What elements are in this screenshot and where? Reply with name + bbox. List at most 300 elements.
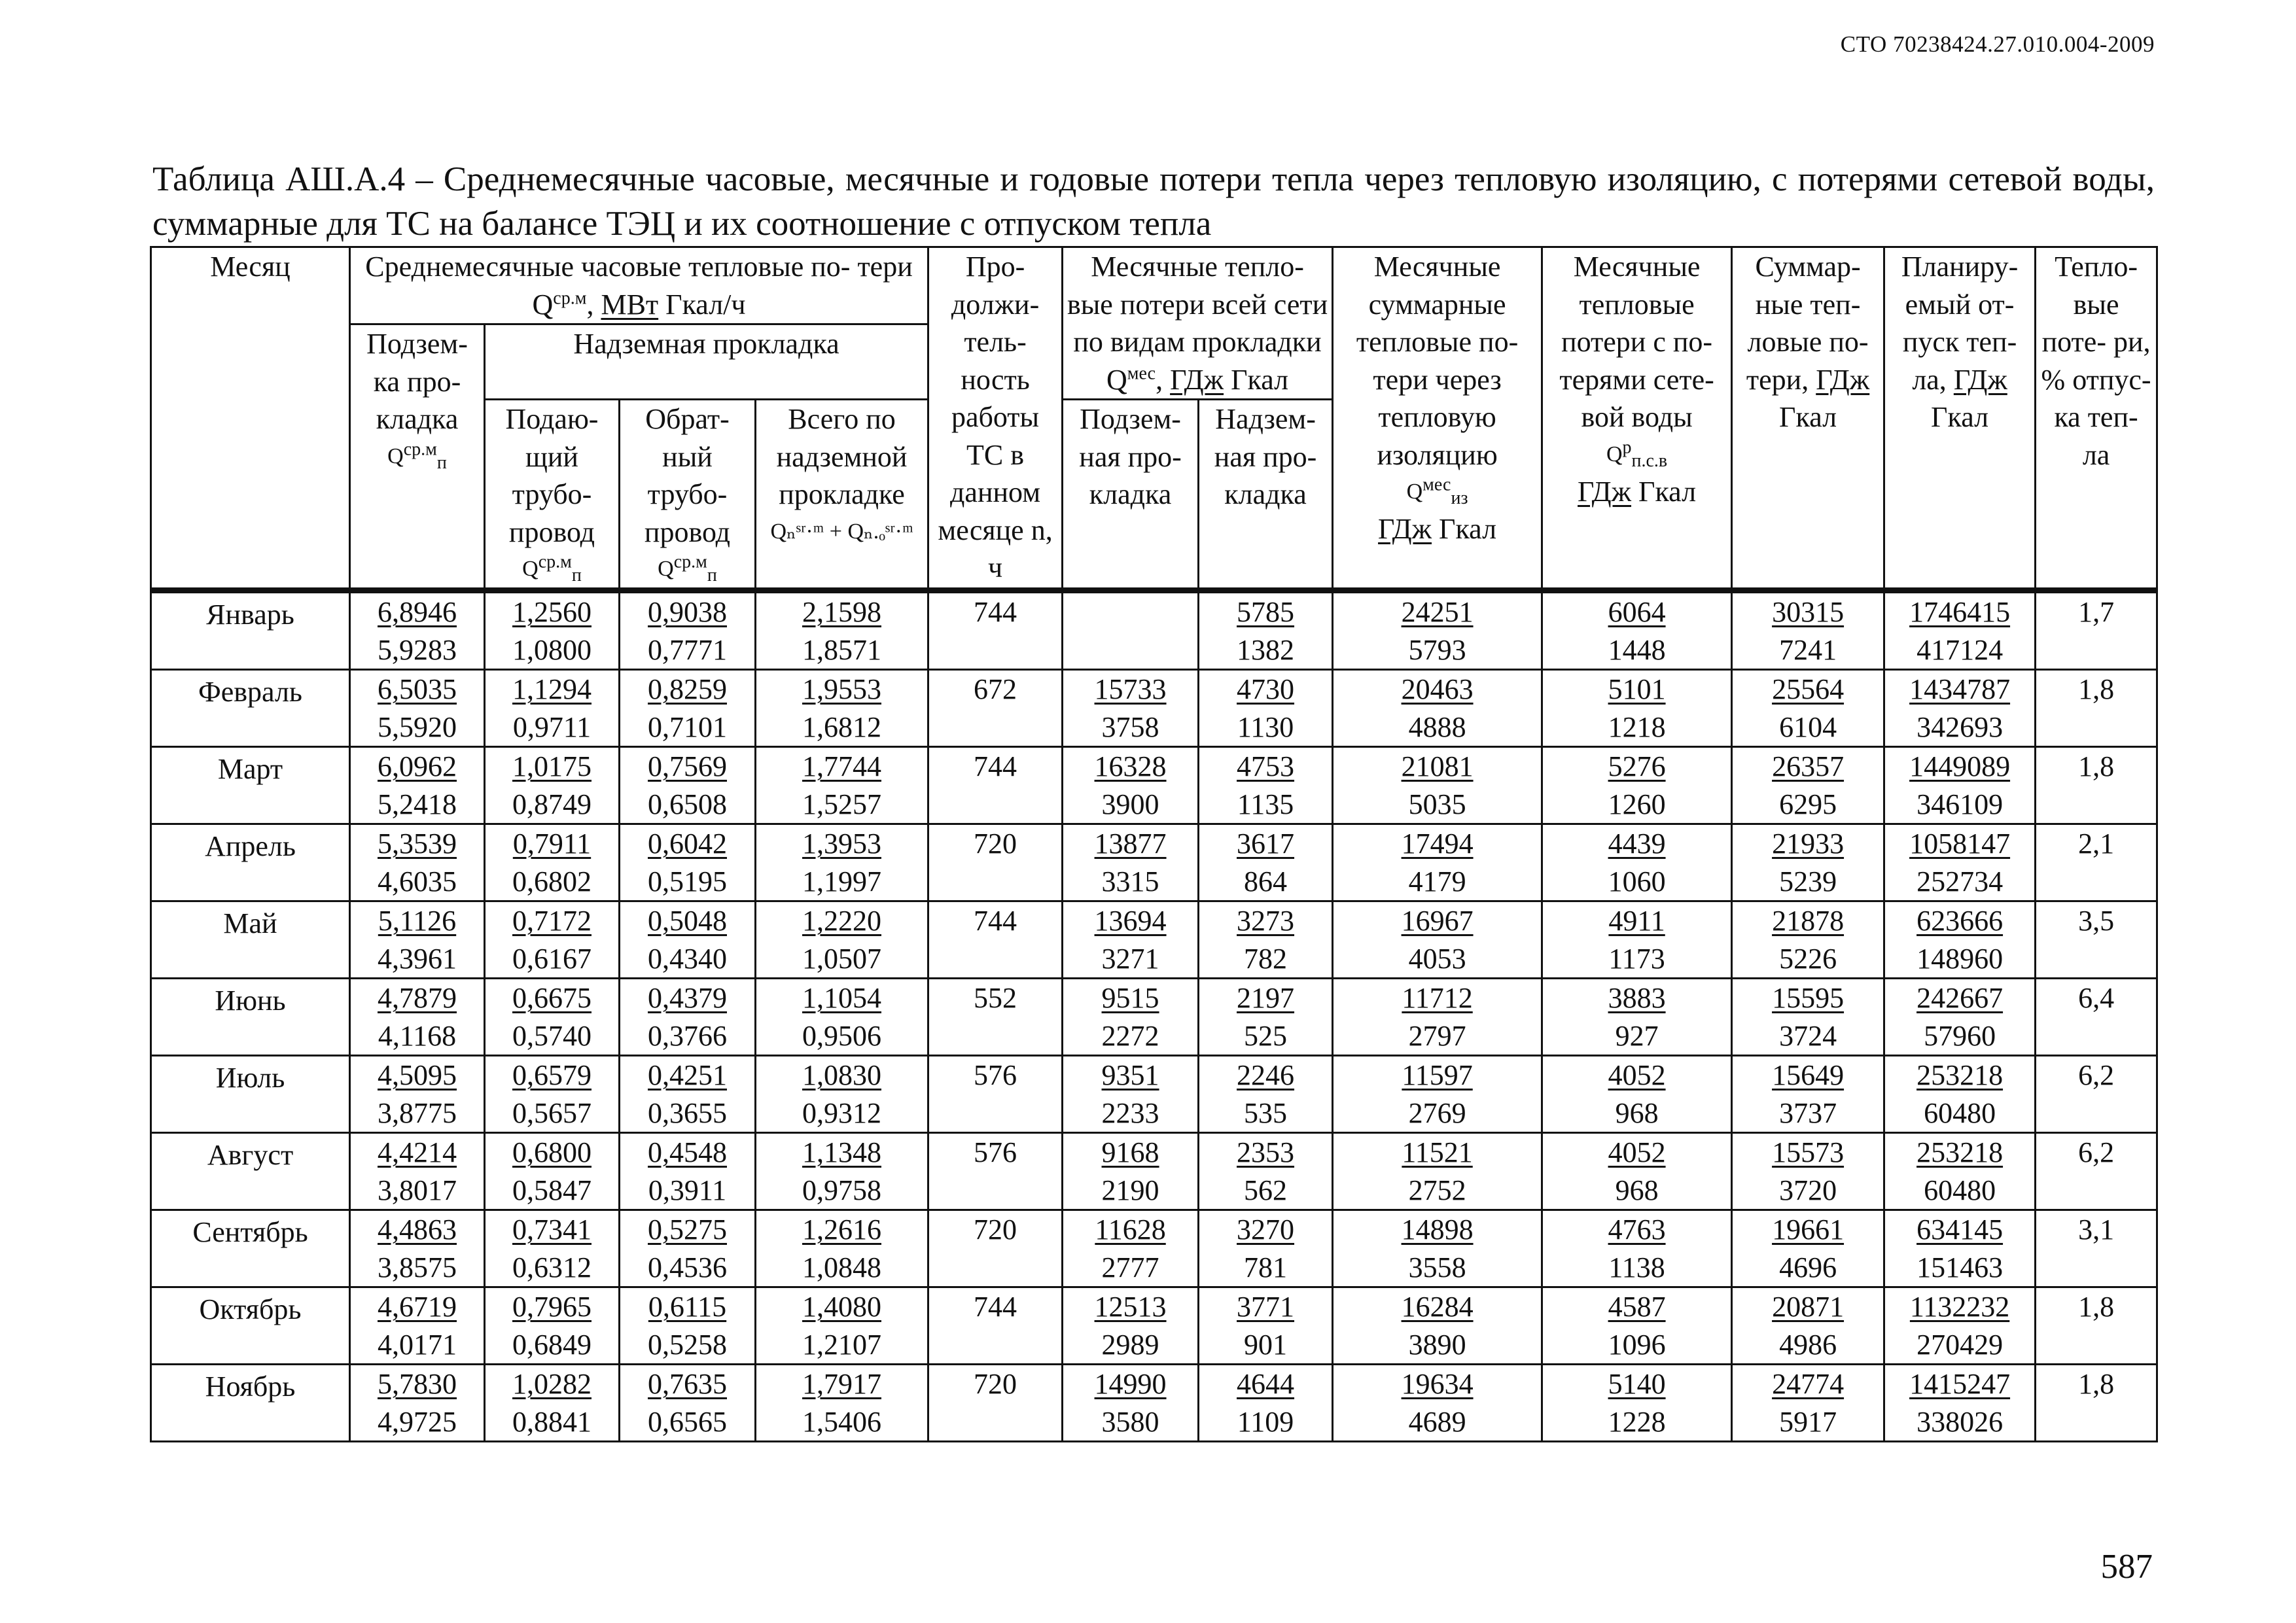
cell-total-overground-gcal: 0,9312 <box>802 1096 882 1129</box>
cell-monthly-water <box>1542 1133 1732 1210</box>
cell-monthly-sum-gcal: 2752 <box>1408 1174 1466 1206</box>
cell-underground <box>350 1133 485 1210</box>
cell-loss-percent: 2,1 <box>2036 824 2157 901</box>
cell-supply-pipe-gcal: 0,5740 <box>512 1019 592 1052</box>
cell-planned-supply <box>1884 901 2036 979</box>
cell-underground-gj: 4,7879 <box>378 982 457 1014</box>
cell-planned-supply-gcal: 270429 <box>1916 1328 2004 1361</box>
cell-monthly-underground-gcal: 2272 <box>1101 1019 1159 1052</box>
cell-monthly-underground-gcal: 3271 <box>1101 942 1159 975</box>
cell-supply-pipe <box>485 1365 620 1442</box>
cell-monthly-overground-gcal: 864 <box>1244 865 1288 898</box>
cell-planned-supply <box>1884 824 2036 901</box>
cell-monthly-underground-gcal: 3758 <box>1101 710 1159 743</box>
cell-monthly-overground-gcal: 782 <box>1244 942 1288 975</box>
cell-total-losses-gj: 26357 <box>1772 750 1845 782</box>
cell-duration: 720 <box>928 824 1063 901</box>
cell-monthly-overground-gcal: 535 <box>1244 1096 1288 1129</box>
cell-monthly-overground-gcal: 562 <box>1244 1174 1288 1206</box>
table-row <box>151 1133 2157 1210</box>
cell-return-pipe-gj: 0,7569 <box>648 750 727 782</box>
col-header-monthly-water: Месячные тепловые потери с по- терями сете- вой воды $Q^р_{п.с.в}$ ГДж Гкал <box>1542 247 1732 591</box>
cell-return-pipe-gj: 0,6042 <box>648 828 727 860</box>
cell-total-losses-gcal: 3720 <box>1779 1174 1837 1206</box>
cell-monthly-water-gcal: 1138 <box>1608 1251 1665 1283</box>
cell-month: Сентябрь <box>151 1210 350 1287</box>
cell-underground <box>350 591 485 670</box>
table-row <box>151 979 2157 1056</box>
cell-supply-pipe-gcal: 0,8749 <box>512 788 592 820</box>
cell-return-pipe-gj: 0,5275 <box>648 1213 727 1246</box>
cell-monthly-sum-gcal: 4689 <box>1408 1405 1466 1438</box>
cell-duration: 720 <box>928 1210 1063 1287</box>
cell-total-overground-gj: 1,1054 <box>802 982 882 1014</box>
cell-return-pipe-gcal: 0,7771 <box>648 633 727 666</box>
cell-month: Июнь <box>151 979 350 1056</box>
cell-return-pipe-gcal: 0,4340 <box>648 942 727 975</box>
cell-total-overground-gj: 1,3953 <box>802 828 882 860</box>
cell-supply-pipe <box>485 1056 620 1133</box>
cell-monthly-overground <box>1199 979 1333 1056</box>
cell-supply-pipe <box>485 591 620 670</box>
cell-monthly-water <box>1542 670 1732 747</box>
cell-monthly-overground-gcal: 1382 <box>1237 633 1295 666</box>
cell-supply-pipe-gcal: 0,6312 <box>512 1251 592 1283</box>
cell-total-losses-gj: 15573 <box>1772 1136 1845 1168</box>
cell-monthly-water-gj: 5101 <box>1608 673 1666 705</box>
cell-total-overground-gj: 2,1598 <box>802 596 882 628</box>
cell-monthly-overground <box>1199 1365 1333 1442</box>
table-row <box>151 1210 2157 1287</box>
cell-total-losses <box>1732 1056 1884 1133</box>
cell-total-overground <box>756 824 928 901</box>
cell-total-losses-gcal: 6295 <box>1779 788 1837 820</box>
cell-supply-pipe-gcal: 0,8841 <box>512 1405 592 1438</box>
cell-underground-gcal: 4,0171 <box>378 1328 457 1361</box>
cell-return-pipe <box>620 1056 756 1133</box>
cell-duration: 576 <box>928 1056 1063 1133</box>
cell-duration: 744 <box>928 1287 1063 1365</box>
cell-monthly-water <box>1542 901 1732 979</box>
col-header-loss-percent: Тепло- вые поте- ри, % отпус- ка теп- ла <box>2036 247 2157 591</box>
cell-monthly-underground <box>1063 1056 1199 1133</box>
cell-underground-gcal: 5,5920 <box>378 710 457 743</box>
cell-monthly-underground <box>1063 979 1199 1056</box>
cell-monthly-overground-gj: 2353 <box>1237 1136 1295 1168</box>
cell-duration: 744 <box>928 901 1063 979</box>
cell-monthly-overground <box>1199 1133 1333 1210</box>
cell-supply-pipe-gcal: 0,5847 <box>512 1174 592 1206</box>
cell-monthly-underground <box>1063 1287 1199 1365</box>
cell-monthly-water-gcal: 968 <box>1615 1174 1659 1206</box>
cell-monthly-water-gcal: 1260 <box>1608 788 1666 820</box>
cell-return-pipe-gj: 0,4379 <box>648 982 727 1014</box>
cell-total-losses-gcal: 4986 <box>1779 1328 1837 1361</box>
cell-supply-pipe-gj: 0,6675 <box>512 982 592 1014</box>
cell-total-losses-gcal: 5917 <box>1779 1405 1837 1438</box>
cell-monthly-overground-gj: 5785 <box>1237 596 1295 628</box>
cell-supply-pipe <box>485 979 620 1056</box>
cell-month: Август <box>151 1133 350 1210</box>
cell-return-pipe-gj: 0,4548 <box>648 1136 727 1168</box>
cell-total-losses-gj: 21933 <box>1772 828 1845 860</box>
col-header-total-losses: Суммар- ные теп- ловые по- тери, ГДж Гкал <box>1732 247 1884 591</box>
cell-total-losses-gcal: 5226 <box>1779 942 1837 975</box>
cell-duration: 744 <box>928 747 1063 824</box>
cell-supply-pipe-gcal: 1,0800 <box>512 633 592 666</box>
cell-monthly-water <box>1542 747 1732 824</box>
cell-monthly-underground-gcal: 2190 <box>1101 1174 1159 1206</box>
cell-monthly-sum <box>1333 1365 1542 1442</box>
cell-total-overground-gcal: 0,9758 <box>802 1174 882 1206</box>
cell-planned-supply-gj: 623666 <box>1916 905 2004 937</box>
cell-total-losses-gcal: 3737 <box>1779 1096 1837 1129</box>
cell-underground <box>350 979 485 1056</box>
cell-monthly-water-gcal: 1218 <box>1608 710 1666 743</box>
cell-monthly-overground-gj: 3270 <box>1237 1213 1295 1246</box>
cell-underground-gj: 6,8946 <box>378 596 457 628</box>
cell-return-pipe-gcal: 0,5258 <box>648 1328 727 1361</box>
cell-monthly-underground-gj: 9351 <box>1101 1059 1159 1091</box>
cell-total-losses <box>1732 670 1884 747</box>
cell-underground-gcal: 4,9725 <box>378 1405 457 1438</box>
cell-planned-supply <box>1884 1056 2036 1133</box>
col-header-month: Месяц <box>151 247 350 591</box>
cell-month: Апрель <box>151 824 350 901</box>
table-body <box>151 591 2157 1442</box>
cell-monthly-overground-gj: 2197 <box>1237 982 1295 1014</box>
cell-loss-percent: 1,8 <box>2036 1365 2157 1442</box>
cell-monthly-water-gj: 4587 <box>1608 1291 1666 1323</box>
cell-monthly-water-gj: 4052 <box>1608 1059 1666 1091</box>
cell-supply-pipe-gj: 0,7965 <box>512 1291 592 1323</box>
cell-monthly-overground-gj: 4644 <box>1237 1368 1295 1400</box>
cell-monthly-water-gcal: 968 <box>1615 1096 1659 1129</box>
cell-supply-pipe-gcal: 0,9711 <box>512 710 592 743</box>
cell-total-overground-gj: 1,7744 <box>802 750 882 782</box>
table-row <box>151 1056 2157 1133</box>
cell-monthly-sum-gj: 17494 <box>1401 828 1474 860</box>
cell-return-pipe-gj: 0,9038 <box>648 596 727 628</box>
cell-planned-supply-gcal: 346109 <box>1916 788 2004 820</box>
cell-monthly-sum <box>1333 1210 1542 1287</box>
cell-monthly-overground-gcal: 1135 <box>1237 788 1294 820</box>
cell-underground-gj: 5,1126 <box>378 905 457 937</box>
cell-total-overground <box>756 901 928 979</box>
heat-loss-table-wrap <box>150 246 2158 1442</box>
cell-monthly-water <box>1542 1365 1732 1442</box>
cell-return-pipe-gcal: 0,5195 <box>648 865 727 898</box>
cell-monthly-sum-gcal: 5035 <box>1408 788 1466 820</box>
document-code: СТО 70238424.27.010.004-2009 <box>1840 31 2155 57</box>
cell-supply-pipe-gcal: 0,6802 <box>512 865 592 898</box>
cell-return-pipe <box>620 1210 756 1287</box>
cell-monthly-underground <box>1063 1365 1199 1442</box>
cell-monthly-sum-gj: 16284 <box>1401 1291 1474 1323</box>
cell-duration: 744 <box>928 591 1063 670</box>
cell-underground-gcal: 5,9283 <box>378 633 457 666</box>
cell-monthly-overground-gcal: 901 <box>1244 1328 1288 1361</box>
cell-monthly-overground <box>1199 1056 1333 1133</box>
cell-underground-gcal: 4,6035 <box>378 865 457 898</box>
cell-planned-supply-gj: 1746415 <box>1909 596 2011 628</box>
table-row <box>151 1287 2157 1365</box>
heat-loss-table <box>150 246 2158 1442</box>
cell-monthly-sum-gcal: 4888 <box>1408 710 1466 743</box>
cell-return-pipe-gj: 0,5048 <box>648 905 727 937</box>
cell-monthly-water-gj: 4763 <box>1608 1213 1666 1246</box>
cell-total-overground-gj: 1,0830 <box>802 1059 882 1091</box>
cell-underground-gj: 6,0962 <box>378 750 457 782</box>
table-row <box>151 1365 2157 1442</box>
cell-total-losses <box>1732 1287 1884 1365</box>
cell-total-overground-gcal: 1,6812 <box>802 710 882 743</box>
cell-total-overground-gcal: 1,5406 <box>802 1405 882 1438</box>
cell-supply-pipe-gj: 0,7172 <box>512 905 592 937</box>
cell-total-losses <box>1732 1210 1884 1287</box>
cell-supply-pipe-gj: 0,7911 <box>512 828 592 860</box>
table-row <box>151 901 2157 979</box>
cell-monthly-underground-gj: 9515 <box>1101 982 1159 1014</box>
col-header-overground-group: Надземная прокладка <box>485 324 928 400</box>
cell-total-overground-gcal: 1,8571 <box>802 633 882 666</box>
cell-planned-supply <box>1884 1210 2036 1287</box>
cell-monthly-underground-gj: 13877 <box>1094 828 1167 860</box>
cell-planned-supply <box>1884 591 2036 670</box>
cell-monthly-sum-gcal: 4053 <box>1408 942 1466 975</box>
cell-underground-gj: 4,4214 <box>378 1136 457 1168</box>
cell-monthly-sum <box>1333 824 1542 901</box>
cell-return-pipe <box>620 670 756 747</box>
cell-monthly-overground <box>1199 670 1333 747</box>
cell-supply-pipe-gcal: 0,6849 <box>512 1328 592 1361</box>
cell-planned-supply <box>1884 1287 2036 1365</box>
cell-return-pipe <box>620 1287 756 1365</box>
cell-return-pipe <box>620 824 756 901</box>
cell-total-losses-gj: 19661 <box>1772 1213 1845 1246</box>
cell-monthly-water <box>1542 1056 1732 1133</box>
col-header-total-overground: Всего по надземной прокладке Qₙˢʳ·ᵐ + Qₙ.ₒˢʳ·ᵐ <box>756 400 928 591</box>
cell-monthly-sum-gcal: 3558 <box>1408 1251 1466 1283</box>
cell-supply-pipe-gj: 1,1294 <box>512 673 592 705</box>
cell-supply-pipe <box>485 1133 620 1210</box>
cell-return-pipe <box>620 747 756 824</box>
cell-monthly-underground-gj: 16328 <box>1094 750 1167 782</box>
cell-monthly-sum-gcal: 5793 <box>1408 633 1466 666</box>
cell-supply-pipe-gj: 1,2560 <box>512 596 592 628</box>
cell-monthly-sum <box>1333 979 1542 1056</box>
cell-supply-pipe-gj: 0,6579 <box>512 1059 592 1091</box>
cell-return-pipe-gcal: 0,7101 <box>648 710 727 743</box>
cell-total-overground <box>756 1287 928 1365</box>
cell-duration: 720 <box>928 1365 1063 1442</box>
cell-monthly-overground-gcal: 525 <box>1244 1019 1288 1052</box>
cell-monthly-sum <box>1333 1133 1542 1210</box>
cell-return-pipe <box>620 901 756 979</box>
cell-monthly-underground <box>1063 824 1199 901</box>
cell-duration: 576 <box>928 1133 1063 1210</box>
cell-return-pipe <box>620 591 756 670</box>
cell-return-pipe-gcal: 0,3911 <box>648 1174 727 1206</box>
cell-underground-gcal: 4,3961 <box>378 942 457 975</box>
table-row <box>151 824 2157 901</box>
cell-monthly-sum <box>1333 1287 1542 1365</box>
cell-planned-supply-gcal: 60480 <box>1924 1096 1996 1129</box>
cell-monthly-sum <box>1333 670 1542 747</box>
cell-monthly-underground <box>1063 1133 1199 1210</box>
cell-total-losses <box>1732 591 1884 670</box>
cell-monthly-sum-gj: 11712 <box>1402 982 1473 1014</box>
cell-monthly-sum <box>1333 747 1542 824</box>
cell-loss-percent: 1,7 <box>2036 591 2157 670</box>
cell-underground <box>350 1210 485 1287</box>
cell-supply-pipe <box>485 901 620 979</box>
cell-monthly-underground-gj: 15733 <box>1094 673 1167 705</box>
cell-monthly-underground-gcal: 2233 <box>1101 1096 1159 1129</box>
cell-monthly-underground <box>1063 591 1199 670</box>
cell-monthly-water <box>1542 1287 1732 1365</box>
cell-underground-gcal: 4,1168 <box>378 1019 457 1052</box>
cell-loss-percent: 6,4 <box>2036 979 2157 1056</box>
cell-supply-pipe <box>485 747 620 824</box>
cell-monthly-water <box>1542 591 1732 670</box>
page-number: 587 <box>2100 1548 2153 1586</box>
cell-duration: 672 <box>928 670 1063 747</box>
cell-total-overground-gj: 1,1348 <box>802 1136 882 1168</box>
cell-monthly-overground-gcal: 781 <box>1244 1251 1288 1283</box>
cell-monthly-sum <box>1333 901 1542 979</box>
cell-month: Июль <box>151 1056 350 1133</box>
cell-monthly-water-gcal: 1228 <box>1608 1405 1666 1438</box>
cell-underground-gcal: 3,8775 <box>378 1096 457 1129</box>
cell-total-losses-gj: 24774 <box>1772 1368 1845 1400</box>
cell-loss-percent: 6,2 <box>2036 1056 2157 1133</box>
cell-monthly-underground <box>1063 747 1199 824</box>
cell-month: Февраль <box>151 670 350 747</box>
cell-monthly-water-gj: 4439 <box>1608 828 1666 860</box>
cell-total-losses <box>1732 747 1884 824</box>
cell-underground-gj: 4,5095 <box>378 1059 457 1091</box>
cell-monthly-water-gcal: 1096 <box>1608 1328 1666 1361</box>
cell-underground <box>350 901 485 979</box>
cell-underground-gcal: 5,2418 <box>378 788 457 820</box>
cell-total-losses-gj: 15595 <box>1772 982 1845 1014</box>
cell-month: Ноябрь <box>151 1365 350 1442</box>
cell-monthly-water-gj: 5140 <box>1608 1368 1666 1400</box>
cell-monthly-water <box>1542 824 1732 901</box>
cell-planned-supply-gcal: 342693 <box>1916 710 2004 743</box>
cell-loss-percent: 6,2 <box>2036 1133 2157 1210</box>
cell-monthly-overground <box>1199 1210 1333 1287</box>
cell-monthly-underground-gj: 12513 <box>1094 1291 1167 1323</box>
cell-planned-supply-gj: 1058147 <box>1909 828 2011 860</box>
cell-underground <box>350 824 485 901</box>
cell-supply-pipe-gj: 0,6800 <box>512 1136 592 1168</box>
cell-loss-percent: 1,8 <box>2036 1287 2157 1365</box>
cell-planned-supply-gcal: 60480 <box>1924 1174 1996 1206</box>
cell-total-overground <box>756 979 928 1056</box>
cell-monthly-sum-gj: 16967 <box>1401 905 1474 937</box>
cell-total-losses-gcal: 3724 <box>1779 1019 1837 1052</box>
cell-total-overground <box>756 591 928 670</box>
col-header-hourly-losses: Среднемесячные часовые тепловые по- тери $Q^{ср.м}$, МВт Гкал/ч <box>350 247 928 324</box>
cell-planned-supply-gj: 1449089 <box>1909 750 2011 782</box>
cell-return-pipe-gcal: 0,6508 <box>648 788 727 820</box>
cell-monthly-sum-gj: 14898 <box>1401 1213 1474 1246</box>
cell-monthly-sum-gj: 21081 <box>1401 750 1474 782</box>
col-header-return-pipe: Обрат- ный трубо- провод $Q^{ср.м}_п$ <box>620 400 756 591</box>
cell-monthly-overground-gj: 4753 <box>1237 750 1295 782</box>
cell-total-losses-gj: 15649 <box>1772 1059 1845 1091</box>
cell-monthly-sum-gcal: 3890 <box>1408 1328 1466 1361</box>
cell-underground-gj: 4,4863 <box>378 1213 457 1246</box>
cell-total-losses <box>1732 1365 1884 1442</box>
cell-monthly-underground <box>1063 901 1199 979</box>
cell-return-pipe <box>620 1133 756 1210</box>
cell-total-overground-gj: 1,2616 <box>802 1213 882 1246</box>
cell-monthly-underground-gj: 11628 <box>1095 1213 1166 1246</box>
cell-loss-percent: 1,8 <box>2036 670 2157 747</box>
cell-planned-supply <box>1884 979 2036 1056</box>
cell-monthly-underground-gj: 9168 <box>1101 1136 1159 1168</box>
cell-total-losses <box>1732 824 1884 901</box>
cell-planned-supply-gcal: 148960 <box>1916 942 2004 975</box>
cell-total-losses-gcal: 7241 <box>1779 633 1837 666</box>
cell-monthly-overground-gj: 3617 <box>1237 828 1295 860</box>
cell-planned-supply <box>1884 747 2036 824</box>
cell-monthly-sum-gj: 11597 <box>1402 1059 1473 1091</box>
cell-monthly-sum <box>1333 591 1542 670</box>
cell-monthly-sum-gcal: 2769 <box>1408 1096 1466 1129</box>
cell-monthly-water-gj: 3883 <box>1608 982 1666 1014</box>
col-header-monthly-sum: Месячные суммарные тепловые по- тери через тепловую изоляцию $Q^{мес}_{из}$ ГДж Гкал <box>1333 247 1542 591</box>
cell-total-overground-gcal: 1,1997 <box>802 865 882 898</box>
cell-total-losses-gcal: 4696 <box>1779 1251 1837 1283</box>
cell-return-pipe <box>620 1365 756 1442</box>
cell-underground <box>350 1365 485 1442</box>
cell-monthly-sum-gj: 20463 <box>1401 673 1474 705</box>
cell-planned-supply-gj: 1434787 <box>1909 673 2011 705</box>
cell-total-overground-gj: 1,9553 <box>802 673 882 705</box>
cell-total-losses-gcal: 5239 <box>1779 865 1837 898</box>
cell-monthly-underground-gcal: 2989 <box>1101 1328 1159 1361</box>
cell-planned-supply-gj: 1415247 <box>1909 1368 2011 1400</box>
cell-total-overground <box>756 1133 928 1210</box>
cell-monthly-sum-gj: 24251 <box>1401 596 1474 628</box>
cell-underground-gj: 6,5035 <box>378 673 457 705</box>
cell-monthly-overground-gj: 4730 <box>1237 673 1295 705</box>
col-header-supply-pipe: Подаю- щий трубо- провод $Q^{ср.м}_п$ <box>485 400 620 591</box>
cell-monthly-sum-gj: 19634 <box>1401 1368 1474 1400</box>
cell-monthly-underground-gcal: 3315 <box>1101 865 1159 898</box>
cell-monthly-underground <box>1063 670 1199 747</box>
cell-monthly-overground <box>1199 1287 1333 1365</box>
cell-month: Май <box>151 901 350 979</box>
cell-total-overground-gcal: 0,9506 <box>802 1019 882 1052</box>
cell-underground <box>350 1287 485 1365</box>
cell-loss-percent: 1,8 <box>2036 747 2157 824</box>
cell-total-overground-gcal: 1,0848 <box>802 1251 882 1283</box>
cell-total-losses-gj: 25564 <box>1772 673 1845 705</box>
cell-total-overground-gcal: 1,0507 <box>802 942 882 975</box>
cell-supply-pipe <box>485 670 620 747</box>
cell-underground-gj: 5,7830 <box>378 1368 457 1400</box>
cell-month: Март <box>151 747 350 824</box>
cell-monthly-overground <box>1199 591 1333 670</box>
cell-month: Октябрь <box>151 1287 350 1365</box>
cell-total-overground-gj: 1,4080 <box>802 1291 882 1323</box>
cell-monthly-overground-gj: 3771 <box>1237 1291 1295 1323</box>
